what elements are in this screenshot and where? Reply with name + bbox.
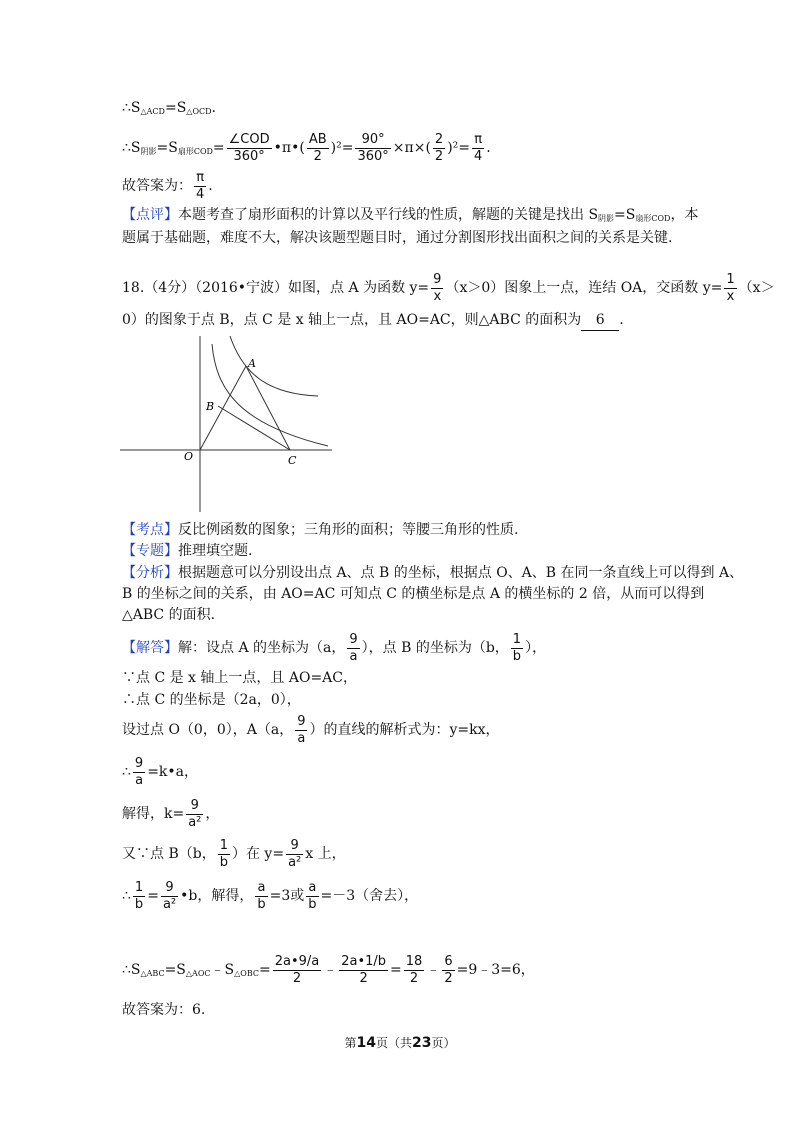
fraction: $\frac{2a•9/a}{2}$ — [274, 953, 320, 986]
prev-answer: 故答案为： $\frac{\pi}{4}$ . — [122, 169, 213, 202]
fraction: $\frac{1}{b}$ — [134, 879, 144, 912]
question-18-line-1: 18.（4分）（2016•宁波）如图，点 A 为函数 y= $\frac{9}{x}$ （x＞0）图象上一点，连结 OA，交函数 y= $\frac{1}{x}$ （x＞ — [122, 271, 775, 304]
fraction: $\frac{1}{x}$ — [726, 271, 735, 304]
prev-line-1: $\therefore S_{\triangle ACD}=S_{\triangle OCD}$. — [122, 100, 216, 116]
solution-step-8: ∴ $\frac{1}{b}$ = $\frac{9}{\text{a²}}$ •b，解得， $\frac{a}{b}$ =3或 $\frac{a}{b}$ =－3（舍去）， — [122, 879, 419, 912]
fraction: $\frac{18}{2}$ — [405, 953, 423, 986]
solution-step-4: 设过点 O（0，0），A（a， $\frac{9}{a}$ ）的直线的解析式为：y=kx， — [122, 713, 500, 746]
zhuanti: 【专题】推理填空题. — [122, 543, 253, 559]
page-number: 14 — [356, 1035, 376, 1051]
kaodian: 【考点】反比例函数的图象；三角形的面积；等腰三角形的性质. — [122, 522, 519, 538]
fenxi-line-3: △ABC 的面积. — [122, 607, 216, 623]
comment-line-2: 题属于基础题，难度不大，解决该题型题目时，通过分割图形找出面积之间的关系是关键. — [122, 230, 673, 246]
fenxi-line-1: 【分析】根据题意可以分别设出点 A、点 B 的坐标，根据点 O、A、B 在同一条直线上可以得到 A、 — [122, 565, 744, 581]
fraction: $\frac{6}{2}$ — [444, 953, 453, 986]
prev-line-2: $\therefore S_{阴影}=S_{扇形COD}=$ ∠COD 360° •π•( $\frac{AB}{2}$ )²= $\frac{90^\circ}{360^\circ}$ ×π×( $\frac{2}{2}$ )²= $\frac{\pi}{4}$ . — [122, 131, 491, 164]
fraction: $\frac{a}{b}$ — [308, 879, 317, 912]
fraction: $\frac{9}{a}$ — [134, 755, 144, 788]
fraction: $\frac{2a•1/b}{2}$ — [341, 953, 387, 986]
fraction: $\frac{90^\circ}{360^\circ}$ — [357, 131, 389, 164]
segment-ac — [246, 366, 290, 450]
fraction: $\frac{9}{x}$ — [433, 271, 442, 304]
solution-step-5: ∴ $\frac{9}{a}$ =k•a， — [122, 755, 199, 788]
curve-y-1-over-x — [212, 344, 328, 446]
solution-step-9: $\therefore S_{\triangle ABC}=S_{\triangle AOC}﹣S_{\triangle OBC}=$ $\frac{2a•9/a}{2}$ ﹣ $\frac{2a•1/b}{2}$ = $\frac{18}{2}$ ﹣ $\frac{6}{2}$ =9﹣3=6， — [122, 953, 535, 986]
fraction: $\frac{9}{a}$ — [297, 713, 306, 746]
fraction: $\frac{\pi}{4}$ — [474, 131, 483, 164]
solution-step-6: 解得，k= $\frac{9}{\text{a²}}$ ， — [122, 797, 220, 830]
fraction: $\frac{a}{b}$ — [257, 879, 266, 912]
comment-tag: 【点评】 — [122, 207, 178, 223]
label-o: O — [184, 450, 194, 463]
fraction: ∠COD 360° — [228, 131, 270, 164]
fraction: $\frac{9}{a}$ — [349, 631, 358, 664]
segment-bc — [218, 406, 290, 450]
fenxi-line-2: B 的坐标之间的关系，由 AO=AC 可知点 C 的横坐标是点 A 的横坐标的 2 倍，从而可以得到 — [122, 586, 705, 602]
label-a: A — [248, 357, 256, 370]
fraction: $\frac{9}{\text{a²}}$ — [188, 797, 202, 830]
fraction: $\frac{1}{b}$ — [219, 837, 228, 870]
page-footer: 第14页（共23页） — [344, 1035, 456, 1051]
fraction: $\frac{1}{b}$ — [512, 631, 522, 664]
curve-y-9-over-x — [230, 336, 318, 396]
comment-line-1: 【点评】本题考查了扇形面积的计算以及平行线的性质，解题的关键是找出 $S_{阴影}=S_{扇形COD}$，本 — [122, 207, 699, 223]
solution-step-3: ∴点 C 的坐标是（2a，0）， — [122, 692, 301, 708]
total-pages: 23 — [412, 1035, 432, 1051]
function-graph-figure — [118, 334, 338, 514]
fraction: $\frac{AB}{2}$ — [308, 131, 327, 164]
fraction: $\frac{9}{\text{a²}}$ — [288, 837, 302, 870]
solution-step-7: 又∵点 B（b， $\frac{1}{b}$ ）在 y= $\frac{9}{\text{a²}}$ x 上， — [122, 837, 346, 870]
label-b: B — [206, 400, 215, 413]
solution-step-2: ∵点 C 是 x 轴上一点，且 AO=AC， — [122, 670, 357, 686]
fraction: $\frac{\pi}{4}$ — [196, 169, 205, 202]
fraction: $\frac{2}{2}$ — [434, 131, 444, 164]
final-answer: 故答案为：6. — [122, 1002, 206, 1018]
fraction: $\frac{9}{\text{a²}}$ — [162, 879, 177, 912]
question-18-line-2: 0）的图象于点 B，点 C 是 x 轴上一点，且 AO=AC，则△ABC 的面积为 6 . — [122, 310, 624, 331]
label-c: C — [288, 454, 297, 467]
answer-blank: 6 — [581, 310, 619, 331]
solution-step-1: 【解答】解：设点 A 的坐标为（a， $\frac{9}{a}$ ），点 B 的坐标为（b， $\frac{1}{b}$ ）， — [122, 631, 547, 664]
